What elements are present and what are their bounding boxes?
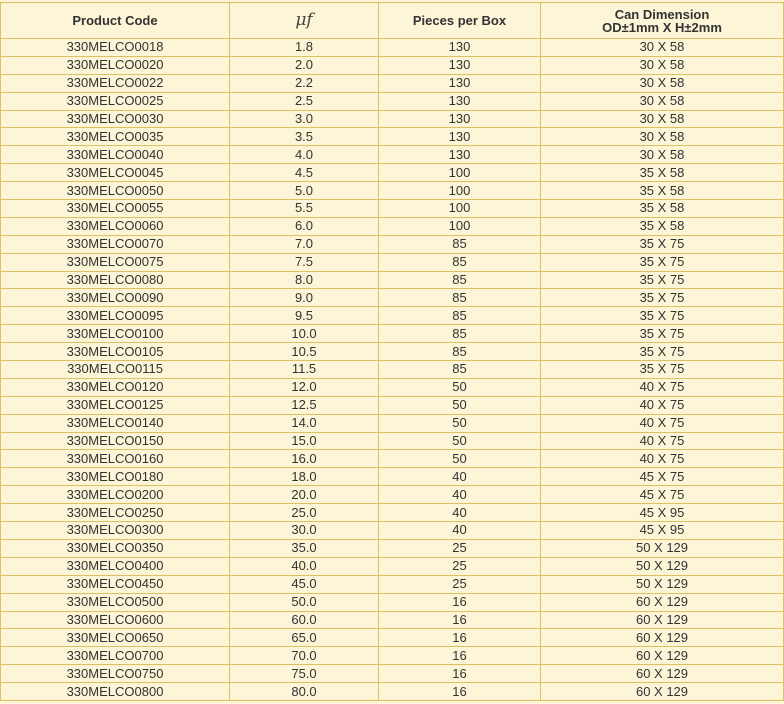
product-code-cell: 330MELCO0125 [1, 396, 230, 414]
header-can-dimension [541, 3, 784, 39]
product-code-cell: 330MELCO0020 [1, 56, 230, 74]
table-row [1, 378, 784, 396]
table-row [1, 200, 784, 218]
can-dimension-cell: 50 X 129 [541, 539, 784, 557]
can-dimension-cell: 45 X 75 [541, 468, 784, 486]
table-row [1, 271, 784, 289]
pieces-per-box-cell: 130 [379, 110, 541, 128]
table-row [1, 182, 784, 200]
header-can-dimension-units: OD±1mm X H±2mm [602, 19, 722, 35]
capacitance-cell: 11.5 [230, 361, 379, 379]
table-row [1, 56, 784, 74]
pieces-per-box-cell: 130 [379, 128, 541, 146]
product-code-cell: 330MELCO0100 [1, 325, 230, 343]
capacitance-cell: 8.0 [230, 271, 379, 289]
table-row [1, 128, 784, 146]
table-row [1, 74, 784, 92]
product-code-cell: 330MELCO0650 [1, 629, 230, 647]
capacitance-cell: 16.0 [230, 450, 379, 468]
capacitance-cell: 1.8 [230, 39, 379, 57]
capacitance-cell: 60.0 [230, 611, 379, 629]
product-code-cell: 330MELCO0120 [1, 378, 230, 396]
pieces-per-box-cell: 85 [379, 307, 541, 325]
header-can-dimension-title: Can Dimension [614, 6, 710, 22]
table-row [1, 611, 784, 629]
can-dimension-cell: 40 X 75 [541, 414, 784, 432]
product-code-cell: 330MELCO0045 [1, 164, 230, 182]
pieces-per-box-cell: 50 [379, 432, 541, 450]
table-row [1, 414, 784, 432]
product-code-cell: 330MELCO0080 [1, 271, 230, 289]
capacitance-cell: 14.0 [230, 414, 379, 432]
pieces-per-box-cell: 50 [379, 378, 541, 396]
capacitance-cell: 30.0 [230, 522, 379, 540]
product-code-cell: 330MELCO0150 [1, 432, 230, 450]
table-row [1, 647, 784, 665]
product-code-cell: 330MELCO0030 [1, 110, 230, 128]
table-row [1, 253, 784, 271]
capacitance-cell: 2.2 [230, 74, 379, 92]
can-dimension-cell: 30 X 58 [541, 92, 784, 110]
pieces-per-box-cell: 85 [379, 289, 541, 307]
can-dimension-cell: 40 X 75 [541, 396, 784, 414]
product-code-cell: 330MELCO0200 [1, 486, 230, 504]
capacitance-cell: 2.5 [230, 92, 379, 110]
capacitance-cell: 80.0 [230, 683, 379, 701]
table-row [1, 307, 784, 325]
product-code-cell: 330MELCO0050 [1, 182, 230, 200]
capacitance-cell: 35.0 [230, 539, 379, 557]
table-row [1, 325, 784, 343]
can-dimension-cell: 60 X 129 [541, 611, 784, 629]
table-row [1, 575, 784, 593]
product-code-cell: 330MELCO0600 [1, 611, 230, 629]
pieces-per-box-cell: 16 [379, 629, 541, 647]
capacitance-cell: 25.0 [230, 504, 379, 522]
capacitance-cell: 7.0 [230, 235, 379, 253]
capacitance-cell: 20.0 [230, 486, 379, 504]
can-dimension-cell: 50 X 129 [541, 557, 784, 575]
pieces-per-box-cell: 25 [379, 575, 541, 593]
capacitance-cell: 3.5 [230, 128, 379, 146]
pieces-per-box-cell: 130 [379, 92, 541, 110]
capacitance-cell: 40.0 [230, 557, 379, 575]
table-row [1, 665, 784, 683]
capacitance-cell: 12.5 [230, 396, 379, 414]
header-capacitance-label: μf [295, 10, 313, 30]
can-dimension-cell: 30 X 58 [541, 56, 784, 74]
capacitance-cell: 9.0 [230, 289, 379, 307]
product-code-cell: 330MELCO0055 [1, 200, 230, 218]
product-code-cell: 330MELCO0350 [1, 539, 230, 557]
can-dimension-cell: 35 X 75 [541, 325, 784, 343]
capacitance-cell: 45.0 [230, 575, 379, 593]
table-row [1, 486, 784, 504]
product-code-cell: 330MELCO0090 [1, 289, 230, 307]
capacitance-cell: 75.0 [230, 665, 379, 683]
can-dimension-cell: 35 X 58 [541, 182, 784, 200]
capacitance-cell: 10.0 [230, 325, 379, 343]
can-dimension-cell: 50 X 129 [541, 575, 784, 593]
table-row [1, 343, 784, 361]
capacitance-cell: 50.0 [230, 593, 379, 611]
can-dimension-cell: 60 X 129 [541, 665, 784, 683]
product-code-cell: 330MELCO0115 [1, 361, 230, 379]
pieces-per-box-cell: 130 [379, 74, 541, 92]
product-code-cell: 330MELCO0025 [1, 92, 230, 110]
header-capacitance [230, 3, 379, 39]
can-dimension-cell: 45 X 95 [541, 522, 784, 540]
can-dimension-cell: 40 X 75 [541, 432, 784, 450]
product-code-cell: 330MELCO0060 [1, 217, 230, 235]
pieces-per-box-cell: 50 [379, 396, 541, 414]
product-code-cell: 330MELCO0035 [1, 128, 230, 146]
table-row [1, 289, 784, 307]
product-code-cell: 330MELCO0070 [1, 235, 230, 253]
capacitance-cell: 5.0 [230, 182, 379, 200]
table-body [1, 39, 784, 701]
table-row [1, 235, 784, 253]
product-code-cell: 330MELCO0500 [1, 593, 230, 611]
table-row [1, 450, 784, 468]
capacitance-cell: 9.5 [230, 307, 379, 325]
table-row [1, 629, 784, 647]
pieces-per-box-cell: 40 [379, 522, 541, 540]
pieces-per-box-cell: 16 [379, 611, 541, 629]
product-code-cell: 330MELCO0250 [1, 504, 230, 522]
product-code-cell: 330MELCO0400 [1, 557, 230, 575]
product-code-cell: 330MELCO0160 [1, 450, 230, 468]
pieces-per-box-cell: 85 [379, 253, 541, 271]
table-row [1, 396, 784, 414]
table-row [1, 217, 784, 235]
product-code-cell: 330MELCO0700 [1, 647, 230, 665]
product-code-cell: 330MELCO0018 [1, 39, 230, 57]
capacitance-cell: 7.5 [230, 253, 379, 271]
table-row [1, 557, 784, 575]
can-dimension-cell: 35 X 75 [541, 235, 784, 253]
pieces-per-box-cell: 16 [379, 647, 541, 665]
pieces-per-box-cell: 50 [379, 450, 541, 468]
pieces-per-box-cell: 85 [379, 325, 541, 343]
table-row [1, 504, 784, 522]
can-dimension-cell: 35 X 75 [541, 361, 784, 379]
table-row [1, 92, 784, 110]
pieces-per-box-cell: 16 [379, 593, 541, 611]
table-row [1, 468, 784, 486]
capacitance-cell: 10.5 [230, 343, 379, 361]
can-dimension-cell: 35 X 75 [541, 253, 784, 271]
can-dimension-cell: 35 X 58 [541, 217, 784, 235]
pieces-per-box-cell: 85 [379, 343, 541, 361]
product-code-cell: 330MELCO0040 [1, 146, 230, 164]
capacitance-cell: 65.0 [230, 629, 379, 647]
capacitance-cell: 5.5 [230, 200, 379, 218]
table-row [1, 432, 784, 450]
can-dimension-cell: 60 X 129 [541, 593, 784, 611]
can-dimension-cell: 35 X 75 [541, 343, 784, 361]
product-code-cell: 330MELCO0105 [1, 343, 230, 361]
table-row [1, 110, 784, 128]
can-dimension-cell: 35 X 75 [541, 271, 784, 289]
table-row [1, 522, 784, 540]
header-row [1, 3, 784, 39]
pieces-per-box-cell: 85 [379, 271, 541, 289]
capacitance-cell: 70.0 [230, 647, 379, 665]
capacitance-cell: 4.0 [230, 146, 379, 164]
can-dimension-cell: 45 X 95 [541, 504, 784, 522]
product-code-cell: 330MELCO0140 [1, 414, 230, 432]
table-row [1, 39, 784, 57]
can-dimension-cell: 35 X 75 [541, 289, 784, 307]
pieces-per-box-cell: 25 [379, 539, 541, 557]
pieces-per-box-cell: 40 [379, 486, 541, 504]
table-row [1, 593, 784, 611]
capacitance-cell: 4.5 [230, 164, 379, 182]
table-header [1, 3, 784, 39]
can-dimension-cell: 30 X 58 [541, 74, 784, 92]
header-product-code: Product Code [1, 3, 230, 39]
capacitance-cell: 15.0 [230, 432, 379, 450]
pieces-per-box-cell: 16 [379, 683, 541, 701]
capacitance-cell: 18.0 [230, 468, 379, 486]
pieces-per-box-cell: 85 [379, 235, 541, 253]
can-dimension-cell: 30 X 58 [541, 39, 784, 57]
can-dimension-cell: 40 X 75 [541, 378, 784, 396]
can-dimension-cell: 35 X 58 [541, 164, 784, 182]
product-code-cell: 330MELCO0180 [1, 468, 230, 486]
pieces-per-box-cell: 100 [379, 200, 541, 218]
pieces-per-box-cell: 25 [379, 557, 541, 575]
product-code-cell: 330MELCO0022 [1, 74, 230, 92]
product-code-cell: 330MELCO0095 [1, 307, 230, 325]
pieces-per-box-cell: 16 [379, 665, 541, 683]
product-code-cell: 330MELCO0450 [1, 575, 230, 593]
can-dimension-cell: 35 X 58 [541, 200, 784, 218]
pieces-per-box-cell: 50 [379, 414, 541, 432]
table-row [1, 146, 784, 164]
can-dimension-cell: 45 X 75 [541, 486, 784, 504]
product-code-cell: 330MELCO0300 [1, 522, 230, 540]
product-code-cell: 330MELCO0750 [1, 665, 230, 683]
table-row [1, 164, 784, 182]
can-dimension-cell: 60 X 129 [541, 683, 784, 701]
pieces-per-box-cell: 85 [379, 361, 541, 379]
can-dimension-cell: 60 X 129 [541, 629, 784, 647]
can-dimension-cell: 40 X 75 [541, 450, 784, 468]
capacitance-cell: 6.0 [230, 217, 379, 235]
table-row [1, 539, 784, 557]
pieces-per-box-cell: 130 [379, 56, 541, 74]
pieces-per-box-cell: 130 [379, 146, 541, 164]
product-code-cell: 330MELCO0075 [1, 253, 230, 271]
can-dimension-cell: 30 X 58 [541, 128, 784, 146]
can-dimension-cell: 30 X 58 [541, 110, 784, 128]
pieces-per-box-cell: 40 [379, 468, 541, 486]
pieces-per-box-cell: 100 [379, 182, 541, 200]
capacitor-spec-table [0, 2, 784, 701]
table-row [1, 683, 784, 701]
pieces-per-box-cell: 130 [379, 39, 541, 57]
can-dimension-cell: 60 X 129 [541, 647, 784, 665]
pieces-per-box-cell: 100 [379, 217, 541, 235]
can-dimension-cell: 30 X 58 [541, 146, 784, 164]
pieces-per-box-cell: 100 [379, 164, 541, 182]
product-code-cell: 330MELCO0800 [1, 683, 230, 701]
capacitance-cell: 12.0 [230, 378, 379, 396]
header-pieces-per-box: Pieces per Box [379, 3, 541, 39]
capacitance-cell: 3.0 [230, 110, 379, 128]
can-dimension-cell: 35 X 75 [541, 307, 784, 325]
capacitance-cell: 2.0 [230, 56, 379, 74]
pieces-per-box-cell: 40 [379, 504, 541, 522]
table-row [1, 361, 784, 379]
